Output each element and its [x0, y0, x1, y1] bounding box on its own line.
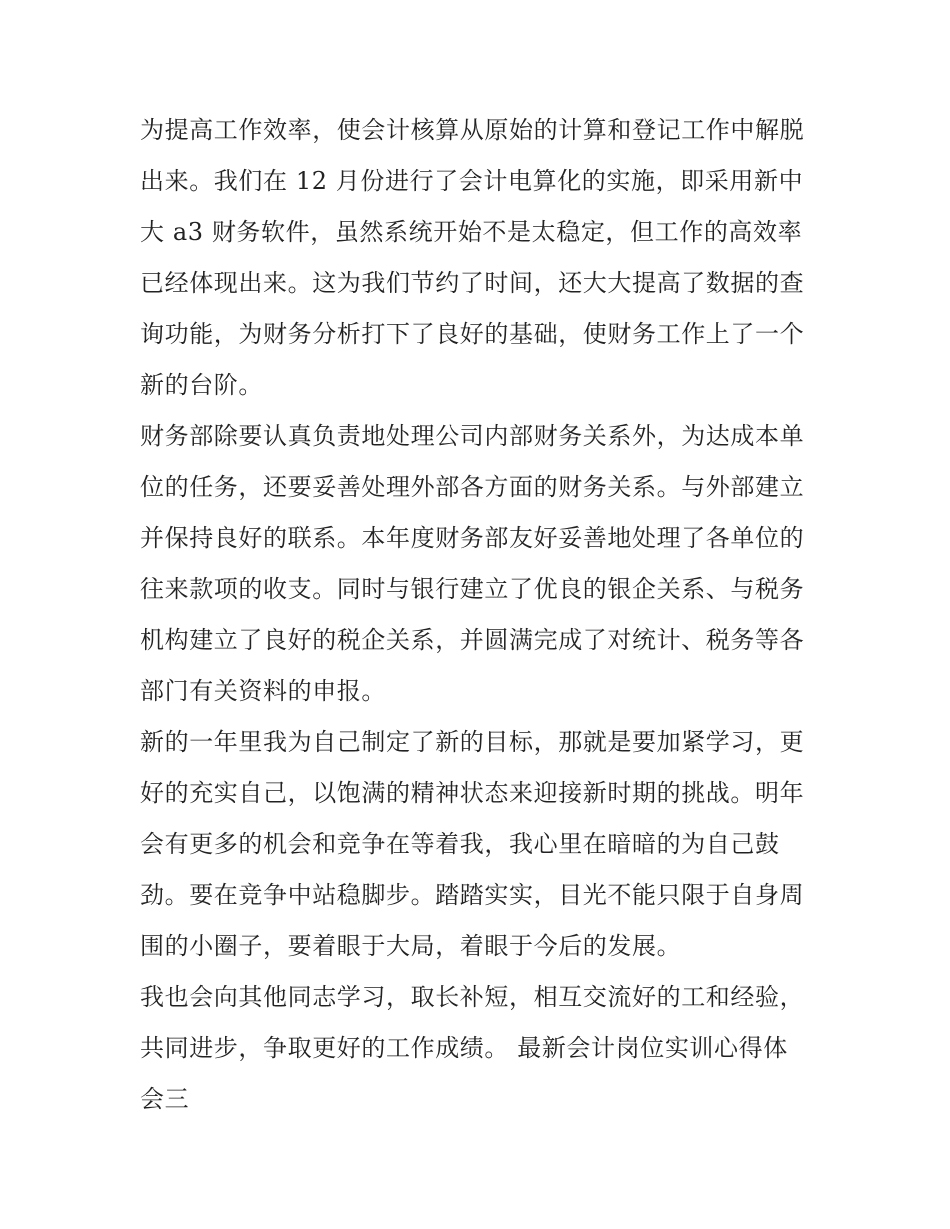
text-line: 围的小圈子，要着眼于大局，着眼于今后的发展。 [140, 932, 682, 960]
text-line: 出来。我们在 12 月份进行了会计电算化的实施，即采用新中 [140, 167, 804, 195]
text-line: 位的任务，还要妥善处理外部各方面的财务关系。与外部建立 [140, 473, 805, 501]
text-line: 我也会向其他同志学习，取长补短，相互交流好的工和经验， [140, 983, 805, 1011]
text-line: 部门有关资料的申报。 [140, 677, 386, 705]
text-line: 会有更多的机会和竞争在等着我，我心里在暗暗的为自己鼓 [140, 830, 780, 858]
text-line: 共同进步，争取更好的工作成绩。 最新会计岗位实训心得体 [140, 1034, 788, 1062]
paragraph-4 [140, 972, 820, 1125]
text-line: 询功能，为财务分析打下了良好的基础，使财务工作上了一个 [140, 320, 805, 348]
text-line: 往来款项的收支。同时与银行建立了优良的银企关系、与税务 [140, 575, 805, 603]
text-line: 为提高工作效率，使会计核算从原始的计算和登记工作中解脱 [140, 116, 805, 144]
paragraph-3 [140, 717, 820, 972]
text-line: 新的台阶。 [140, 371, 263, 399]
text-line: 机构建立了良好的税企关系，并圆满完成了对统计、税务等各 [140, 626, 805, 654]
text-line: 已经体现出来。这为我们节约了时间，还大大提高了数据的查 [140, 269, 805, 297]
paragraph-1 [140, 105, 820, 411]
text-line: 大 a3 财务软件，虽然系统开始不是太稳定，但工作的高效率 [140, 218, 803, 246]
text-line: 劲。要在竞争中站稳脚步。踏踏实实，目光不能只限于自身周 [140, 881, 805, 909]
text-line: 新的一年里我为自己制定了新的目标，那就是要加紧学习，更 [140, 728, 805, 756]
text-line: 好的充实自己，以饱满的精神状态来迎接新时期的挑战。明年 [140, 779, 805, 807]
text-line: 并保持良好的联系。本年度财务部友好妥善地处理了各单位的 [140, 524, 805, 552]
document-body [140, 105, 820, 1125]
text-line: 财务部除要认真负责地处理公司内部财务关系外，为达成本单 [140, 422, 805, 450]
text-line: 会三 [140, 1085, 190, 1113]
paragraph-2 [140, 411, 820, 717]
